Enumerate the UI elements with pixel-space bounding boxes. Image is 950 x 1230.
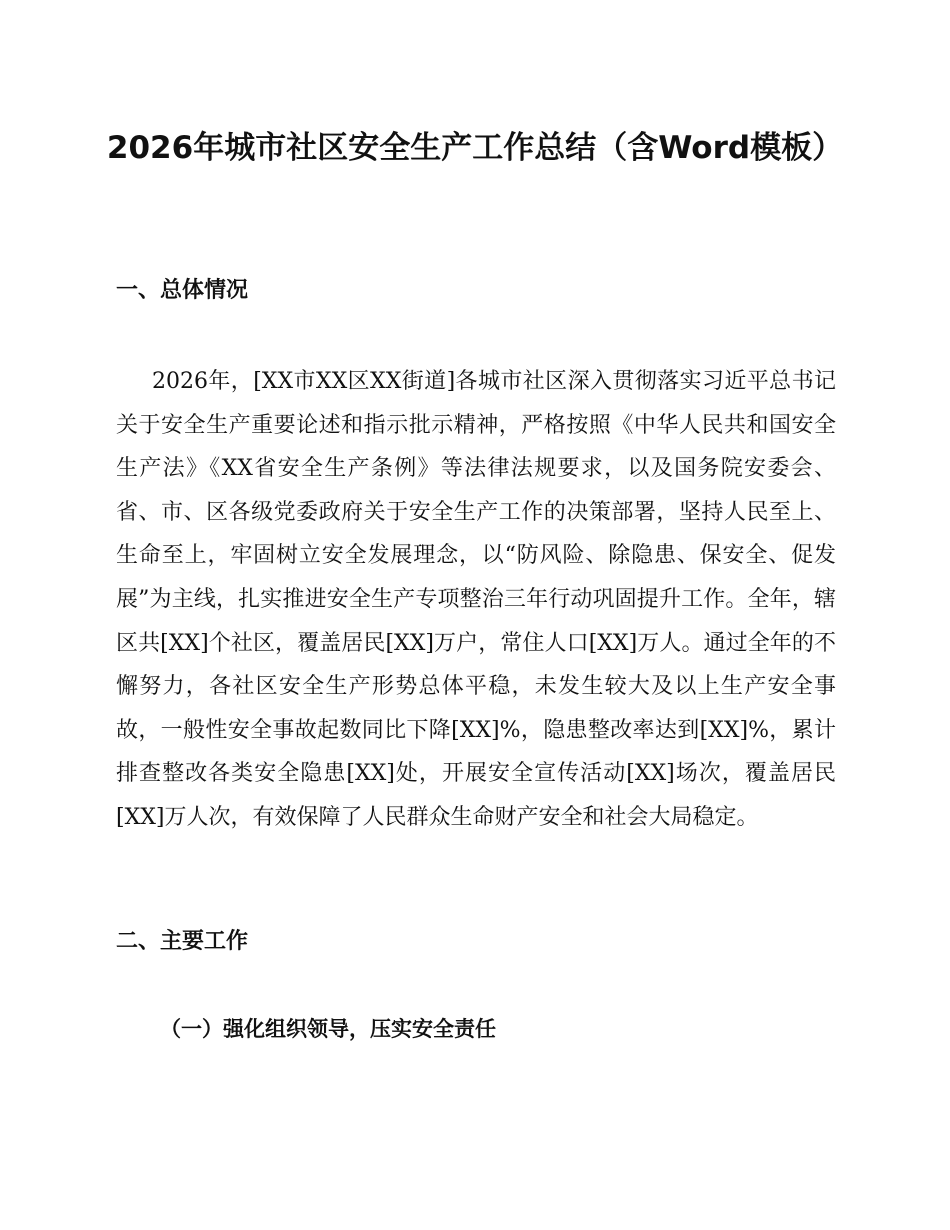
section-heading-main-work: 二、主要工作 <box>116 929 249 954</box>
section-heading-overview: 一、总体情况 <box>116 278 249 303</box>
subsection-heading-leadership: （一）强化组织领导，压实安全责任 <box>160 1017 496 1041</box>
overview-paragraph: 2026年，[XX市XX区XX街道]各城市社区深入贯彻落实习近平总书记关于安全生产重要论述和指示批示精神，严格按照《中华人民共和国安全生产法》《XX省安全生产条例》等法律法规要求，以及国务院安委会、省、市、区各级党委政府关于安全生产工作的决策部署，坚持人民至上、生命至上，牢固树立安全发展理念，以“防风险、除隐患、保安全、促发展”为主线，扎实推进安全生产专项整治三年行动巩固提升工作。全年，辖区共[XX]个社区，覆盖居民[XX]万户，常住人口[XX]万人。通过全年的不懈努力，各社区安全生产形势总体平稳，未发生较大及以上生产安全事故，一般性安全事故起数同比下降[XX]%，隐患整改率达到[XX]%，累计排查整改各类安全隐患[XX]处，开展安全宣传活动[XX]场次，覆盖居民[XX]万人次，有效保障了人民群众生命财产安全和社会大局稳定。 <box>116 369 836 830</box>
document-title: 2026年城市社区安全生产工作总结（含Word模板） <box>106 130 844 166</box>
